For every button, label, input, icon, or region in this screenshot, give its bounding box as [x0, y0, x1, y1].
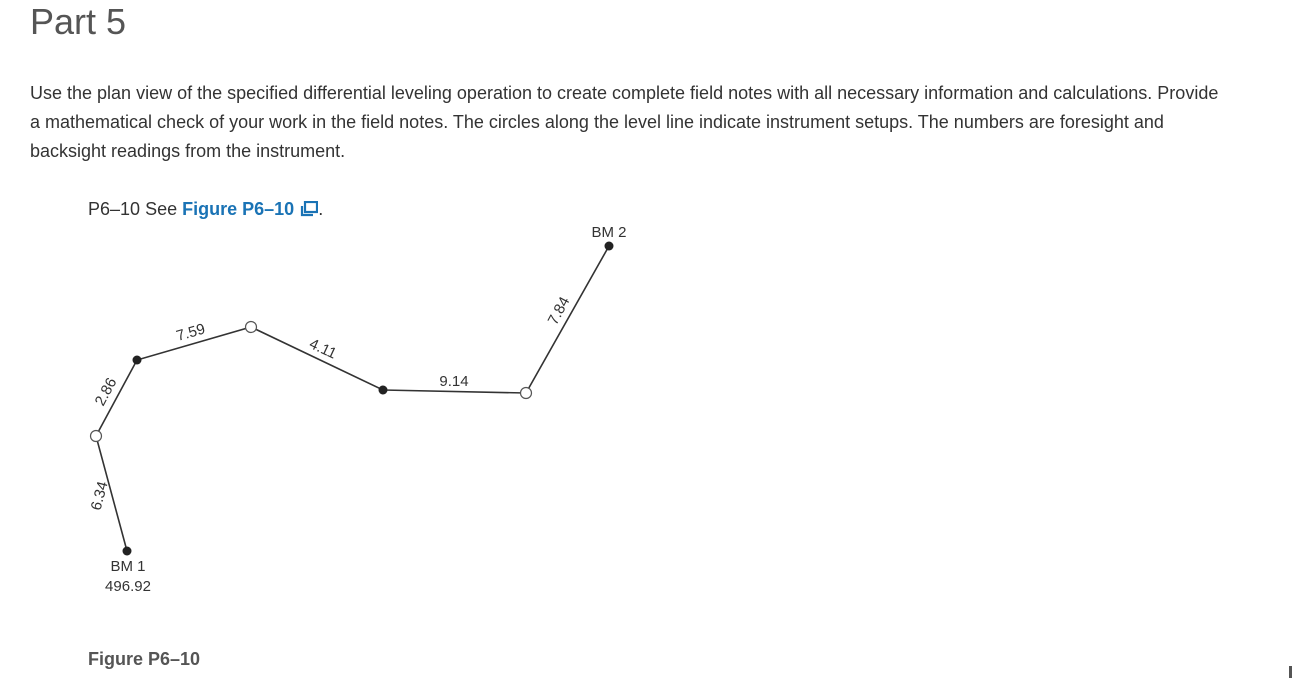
turning-point-1	[133, 356, 142, 365]
problem-period: .	[318, 199, 324, 219]
problem-see-text: See	[145, 199, 178, 219]
reading-label: 4.11	[306, 335, 340, 363]
level-line	[96, 246, 609, 551]
reading-label: 7.84	[544, 294, 574, 328]
bm1-point	[123, 547, 132, 556]
bm2-label: BM 2	[591, 224, 627, 241]
reading-label: 6.34	[87, 479, 112, 513]
instrument-setup-3	[521, 388, 532, 399]
turning-point-2	[379, 386, 388, 395]
reading-label: 9.14	[439, 373, 469, 390]
instrument-setup-2	[246, 322, 257, 333]
figure-link[interactable]: Figure P6–10	[182, 199, 295, 219]
reading-label: 7.59	[174, 320, 208, 345]
problem-number: P6–10	[88, 199, 141, 219]
figure-caption: Figure P6–10	[88, 649, 201, 669]
bm1-label: BM 1	[110, 558, 146, 575]
part-title: Part 5	[30, 1, 127, 42]
instructions-paragraph: Use the plan view of the specified differential leveling operation to create complete field notes with all necessary information and calculations. Provide a mathematical check of your work in the field notes. The circles along the level line indicate instrument setups. The numbers are foresight and backsight readings from the instrument.	[30, 83, 1219, 161]
bm1-elevation: 496.92	[105, 578, 151, 595]
reading-label: 2.86	[91, 375, 121, 409]
bm2-point	[605, 242, 614, 251]
instrument-setup-1	[91, 431, 102, 442]
